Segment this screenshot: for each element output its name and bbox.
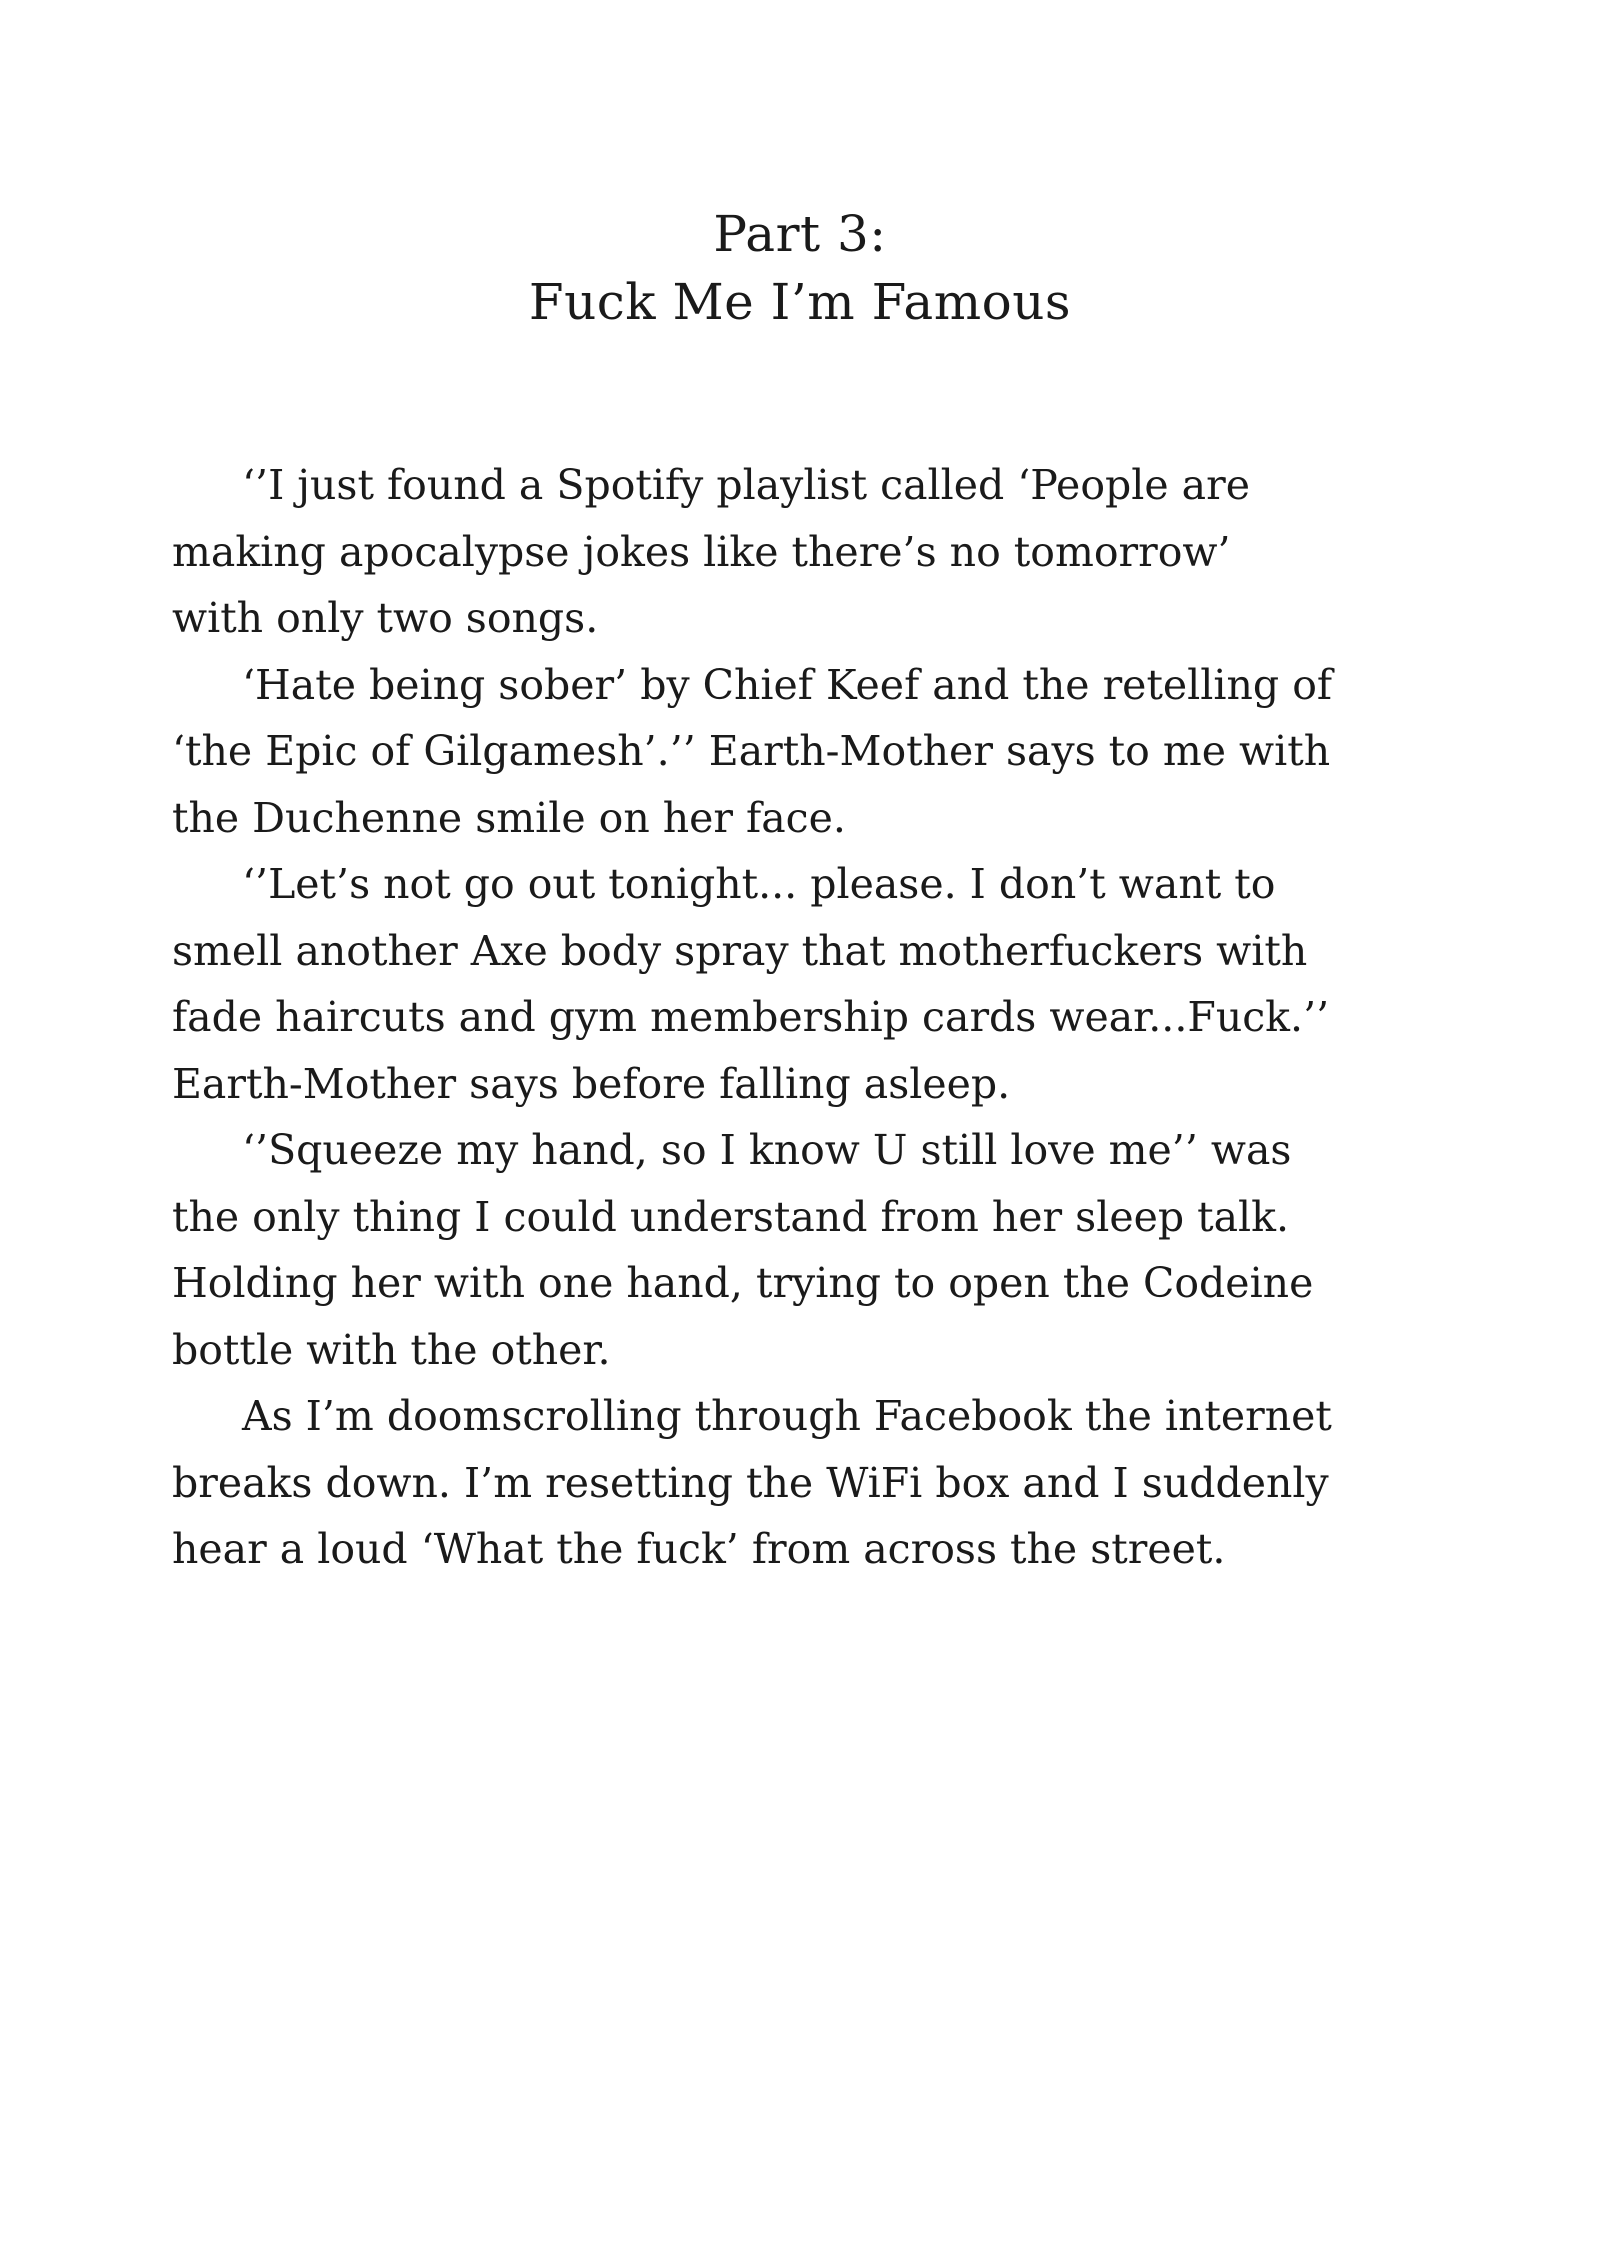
text-line: Earth-Mother says before falling asleep. — [172, 1059, 1011, 1108]
text-line: the only thing I could understand from her sleep talk. — [172, 1192, 1290, 1241]
chapter-heading — [0, 200, 1600, 336]
text-line: Holding her with one hand, trying to open the Codeine — [172, 1259, 1314, 1307]
text-line: making apocalypse jokes like there’s no tomorrow’ — [172, 527, 1231, 576]
text-line: fade haircuts and gym membership cards wear...Fuck.’’ — [172, 993, 1330, 1041]
text-line: ‘’Squeeze my hand, so I know U still love me’’ was — [242, 1126, 1292, 1174]
paragraph-5 — [172, 1383, 1442, 1583]
text-line: breaks down. I’m resetting the WiFi box and I suddenly — [172, 1458, 1329, 1507]
text-line: hear a loud ‘What the fuck’ from across the street. — [172, 1525, 1226, 1573]
text-line: ‘’I just found a Spotify playlist called ‘People are — [242, 461, 1250, 509]
text-line: ‘the Epic of Gilgamesh’.’’ Earth-Mother says to me with — [172, 727, 1331, 775]
chapter-title: Fuck Me I’m Famous — [528, 273, 1072, 331]
paragraph-4 — [172, 1117, 1442, 1383]
paragraph-2 — [172, 652, 1442, 852]
text-line: As I’m doomscrolling through Facebook the internet — [242, 1392, 1332, 1440]
part-number: Part 3: — [713, 205, 887, 263]
text-line: with only two songs. — [172, 594, 599, 642]
text-line: ‘Hate being sober’ by Chief Keef and the retelling of — [242, 660, 1333, 709]
paragraph-3 — [172, 851, 1442, 1117]
body-text — [172, 452, 1442, 1583]
text-line: the Duchenne smile on her face. — [172, 793, 846, 842]
text-line: ‘’Let’s not go out tonight... please. I don’t want to — [242, 860, 1276, 908]
paragraph-1 — [172, 452, 1442, 652]
text-line: smell another Axe body spray that motherfuckers with — [172, 926, 1308, 975]
text-line: bottle with the other. — [172, 1325, 611, 1374]
